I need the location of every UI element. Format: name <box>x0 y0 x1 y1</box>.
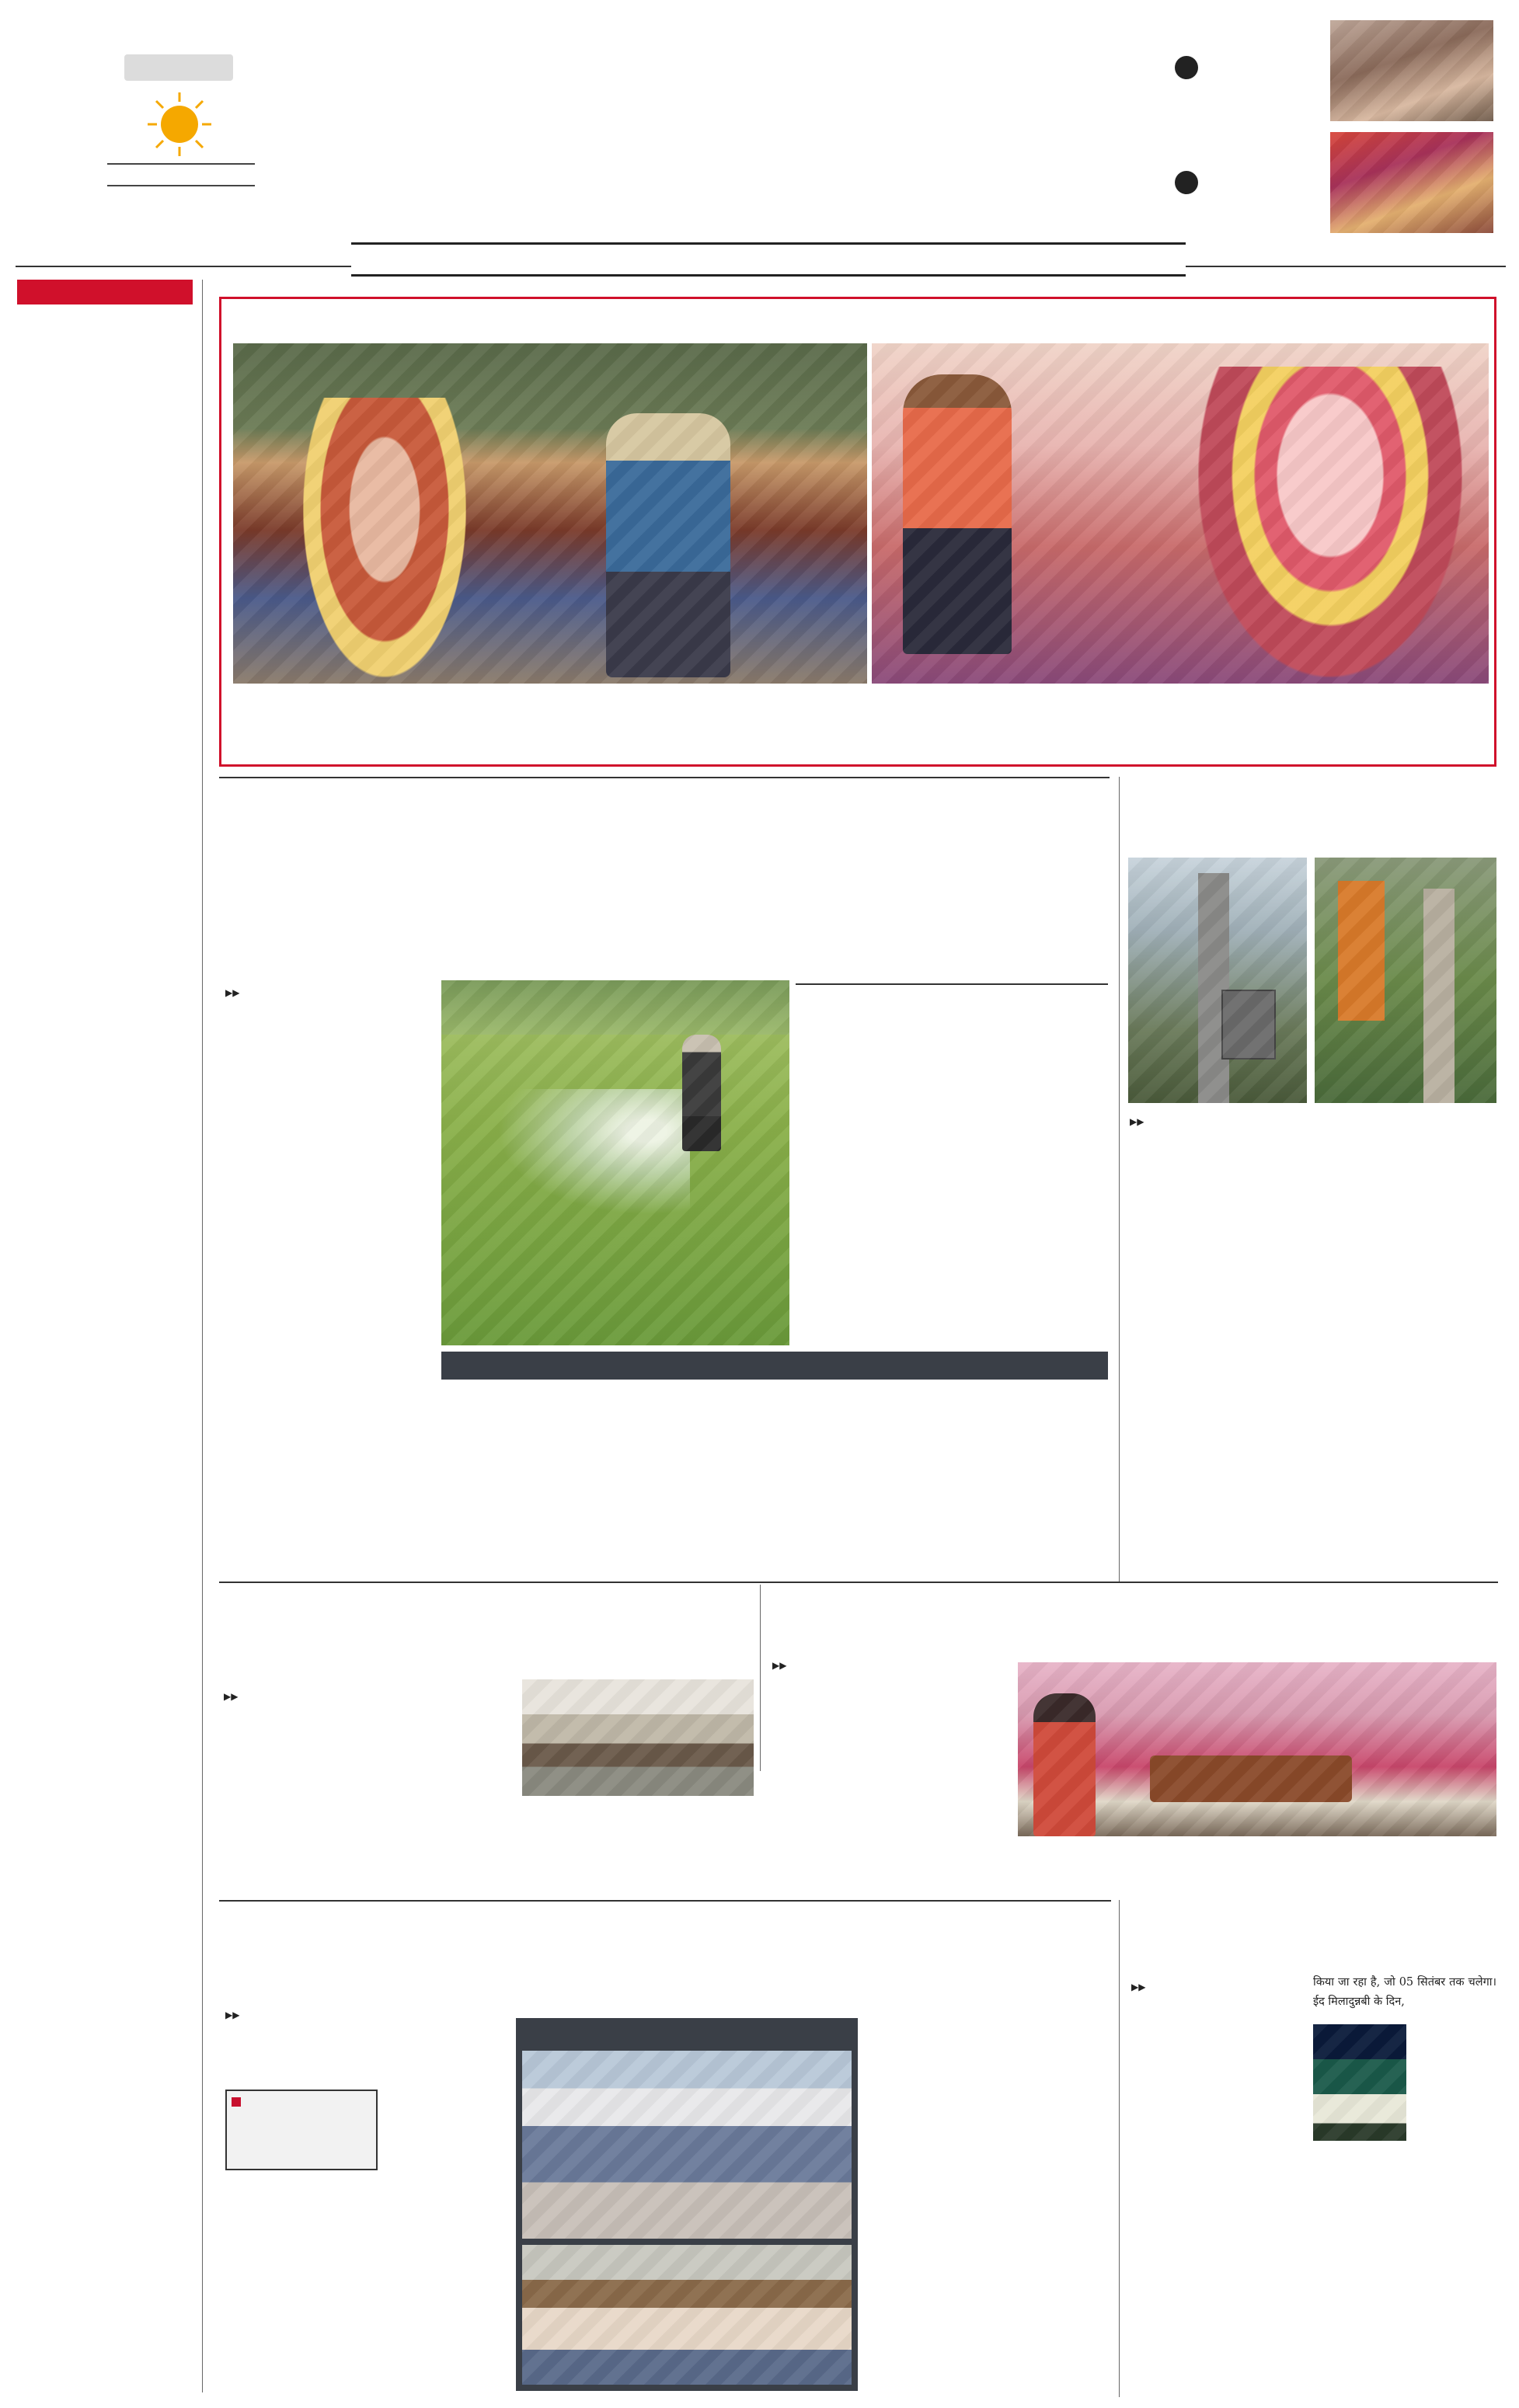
electric-photo-2 <box>1315 858 1496 1103</box>
sidebar-item-1[interactable] <box>19 311 196 760</box>
sun-icon <box>146 91 213 158</box>
madeli-col3 <box>1260 1843 1496 1894</box>
sidebox-title <box>796 980 1108 985</box>
karkara-byline: ▶▶ <box>224 1691 239 1702</box>
collector-col1-top <box>225 2029 507 2394</box>
sidebar-body <box>19 1380 196 1947</box>
sidebar-item-3[interactable] <box>19 1025 196 1299</box>
collector-col2 <box>864 2010 1111 2394</box>
teaser-1[interactable] <box>1175 20 1330 121</box>
sidebar-body <box>19 769 196 1022</box>
madeli-photo <box>1018 1662 1496 1836</box>
weather-label <box>124 54 233 81</box>
box-bullet <box>232 2097 241 2107</box>
eid-byline: ▶▶ <box>1131 1982 1146 1992</box>
ganesh-photo-2 <box>872 343 1489 684</box>
sidebox-body <box>796 990 1108 1324</box>
ganesh-photo-1 <box>233 343 867 684</box>
teaser-page-badge <box>1175 56 1198 79</box>
electric-byline: ▶▶ <box>1130 1116 1144 1127</box>
collector-photo-frame <box>516 2018 858 2391</box>
madeli-col1 <box>772 1678 1009 1888</box>
paddy-byline: ▶▶ <box>225 987 240 998</box>
sidebar-body <box>19 311 196 760</box>
ganesh-kicker <box>227 304 239 308</box>
collector-photo-2 <box>522 2245 852 2385</box>
madeli-col2 <box>1018 1843 1251 1894</box>
paddy-col1 <box>225 1005 432 1415</box>
collector-box <box>225 2090 378 2170</box>
karkara-col1 <box>224 1709 508 1880</box>
ganesh-caption <box>233 687 1489 760</box>
karkara-photo <box>522 1679 754 1796</box>
collector-byline: ▶▶ <box>225 2010 240 2020</box>
eid-col1 <box>1130 1999 1305 2394</box>
teaser-photo-2 <box>1330 132 1493 233</box>
sidebar-body <box>19 1990 196 2347</box>
teaser-2[interactable] <box>1175 132 1330 233</box>
eid-col2-text <box>1313 1973 1496 2394</box>
sidebar-label <box>17 280 193 304</box>
teaser-page-badge <box>1175 171 1198 194</box>
electric-col1 <box>1130 1136 1307 1571</box>
sidebar-item-5[interactable] <box>19 1990 196 2347</box>
sidebar-body <box>19 1025 196 1299</box>
electric-col2 <box>1316 1095 1496 1571</box>
collector-photo-1 <box>522 2051 852 2239</box>
weather-box <box>107 48 255 242</box>
eid-col2-top: किया जा रहा है, जो 05 सितंबर तक चलेगा। ईद मिलादुन्नबी के दिन, <box>1313 1976 1496 2009</box>
sidebar-item-2[interactable] <box>19 769 196 1022</box>
location-strip <box>351 242 1186 277</box>
paddy-banner <box>441 1352 1108 1380</box>
paddy-photo <box>441 980 789 1345</box>
electric-photo-1 <box>1128 858 1307 1103</box>
paddy-banner-text <box>441 1386 1108 1564</box>
madeli-byline: ▶▶ <box>772 1660 787 1671</box>
weather-max <box>107 163 255 186</box>
teaser-photo-1 <box>1330 20 1493 121</box>
sidebar-item-4[interactable] <box>19 1380 196 1947</box>
paddy-sidebox <box>796 980 1108 1345</box>
